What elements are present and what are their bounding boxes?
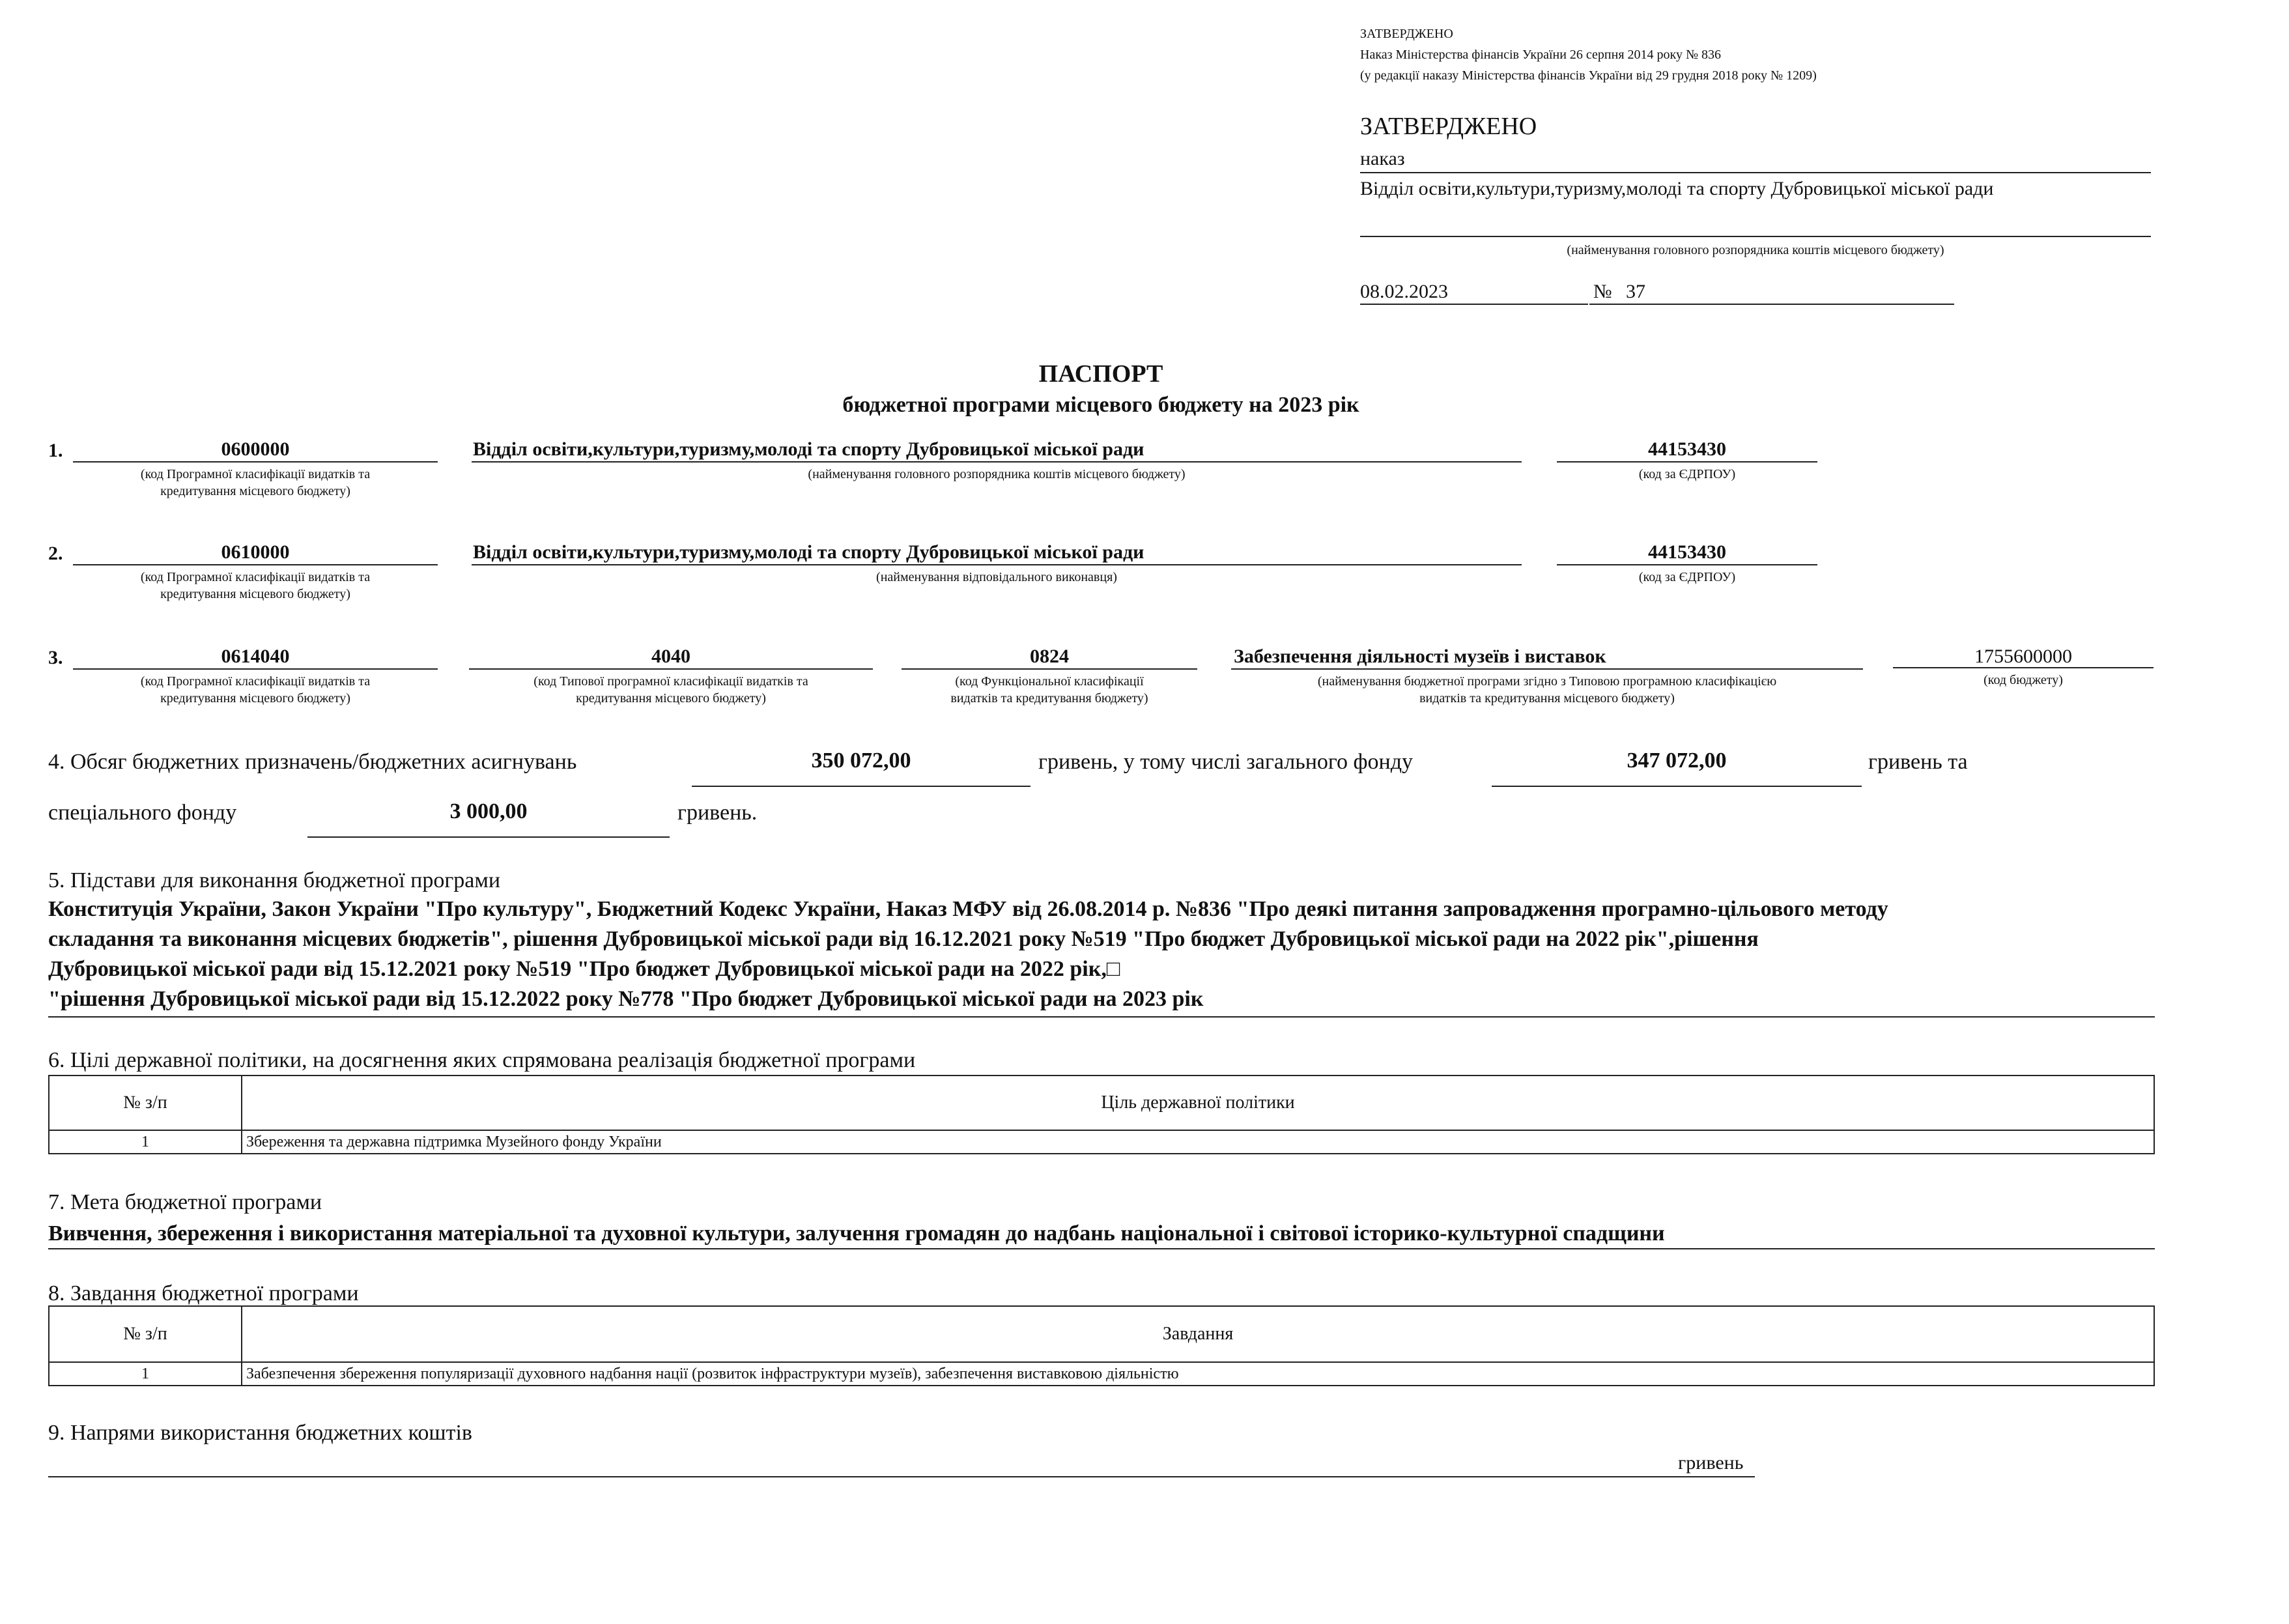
row2-edrpou-caption: (код за ЄДРПОУ) [1638,570,1736,584]
s5-basis-line-2: складання та виконання місцевих бюджетів", рішення Дубровицької міської ради від 16.12.2021 року №519 "Про бюджет Дубровицької міської ради на 2022 рік",рішення [48,927,1759,951]
s5-title: 5. Підстави для виконання бюджетної програми [48,868,501,892]
s8-col-task: Завдання [242,1306,2154,1362]
s4-special-label: спеціального фонду [48,801,237,825]
row3-code-caption-2: кредитування місцевого бюджету) [160,691,350,705]
row3-functional-caption-1: (код Функціональної класифікації [955,674,1144,689]
order-reference-line2: (у редакції наказу Міністерства фінансів України від 29 грудня 2018 року № 1209) [1360,68,1817,83]
s6-col-number: № з/п [49,1076,242,1130]
s4-label: 4. Обсяг бюджетних призначень/бюджетних асигнувань [48,750,577,774]
s4-mid-text: гривень, у тому числі загального фонду [1038,750,1414,774]
approved-small-label: ЗАТВЕРДЖЕНО [1360,27,1453,41]
order-word: наказ [1360,148,1405,169]
s8-row-task: Забезпечення збереження популяризації духовного надбання нації (розвиток інфраструктури музеїв), забезпечення виставковою діяльністю [242,1362,2154,1386]
row2-code-caption-1: (код Програмної класифікації видатків та [140,570,371,584]
document-title: ПАСПОРТ [1038,360,1163,388]
s7-title: 7. Мета бюджетної програми [48,1190,322,1214]
s4-general-fund-amount: 347 072,00 [1627,748,1727,773]
row1-manager-name: Відділ освіти,культури,туризму,молоді та спорту Дубровицької міської ради [473,438,1144,460]
row3-budget-caption: (код бюджету) [1983,673,2063,687]
s6-row-number: 1 [49,1130,242,1154]
s6-goals-table [48,1075,2155,1154]
row3-code-caption-1: (код Програмної класифікації видатків та [140,674,371,689]
approving-organization: Відділ освіти,культури,туризму,молоді та спорту Дубровицької міської ради [1360,178,1994,199]
row3-functional-code: 0824 [1030,646,1069,667]
row3-program-code: 0614040 [221,646,290,667]
s9-unit: гривень [1678,1452,1744,1474]
approval-number: 37 [1626,281,1645,302]
row2-executor-name: Відділ освіти,культури,туризму,молоді та спорту Дубровицької міської ради [473,541,1144,563]
s7-purpose-text: Вивчення, збереження і використання матеріальної та духовної культури, залучення громадян до надбань національної і світової історико-культурної спадщини [48,1221,1665,1246]
s8-col-number: № з/п [49,1306,242,1362]
approval-date: 08.02.2023 [1360,281,1448,302]
s5-basis-line-4: "рішення Дубровицької міської ради від 15.12.2022 року №778 "Про бюджет Дубровицької міської ради на 2023 рік [48,987,1204,1011]
row3-name-caption-2: видатків та кредитування місцевого бюджету) [1419,691,1675,705]
row2-code-caption-2: кредитування місцевого бюджету) [160,587,350,601]
row3-typical-code: 4040 [651,646,690,667]
s6-title: 6. Цілі державної політики, на досягнення яких спрямована реалізація бюджетної програми [48,1048,916,1072]
approval-number-label: № [1593,281,1612,302]
row1-number: 1. [48,440,63,461]
row2-name-caption: (найменування відповідального виконавця) [876,570,1117,584]
s4-special-end: гривень. [677,801,758,825]
s6-col-goal: Ціль державної політики [242,1076,2154,1130]
row1-name-caption: (найменування головного розпорядника коштів місцевого бюджету) [808,467,1186,481]
approved-large-label: ЗАТВЕРДЖЕНО [1360,113,1537,140]
row3-name-caption-1: (найменування бюджетної програми згідно з Типовою програмною класифікацією [1317,674,1777,689]
row3-program-name: Забезпечення діяльності музеїв і виставок [1234,646,1606,667]
row1-code-caption-2: кредитування місцевого бюджету) [160,484,350,498]
row3-typical-caption-2: кредитування місцевого бюджету) [576,691,766,705]
s8-row-number: 1 [49,1362,242,1386]
s6-row-goal: Збереження та державна підтримка Музейного фонду України [242,1130,2154,1154]
s5-basis-line-3: Дубровицької міської ради від 15.12.2021 року №519 "Про бюджет Дубровицької міської ради на 2022 рік,□ [48,957,1120,981]
organization-caption: (найменування головного розпорядника коштів місцевого бюджету) [1567,243,1944,257]
s4-end-text: гривень та [1868,750,1968,774]
row2-program-code: 0610000 [221,541,290,563]
s5-basis-line-1: Конституція України, Закон України "Про культуру", Бюджетний Кодекс України, Наказ МФУ від 26.08.2014 р. №836 "Про деякі питання запровадження програмно-цільового методу [48,897,1888,921]
row1-edrpou-caption: (код за ЄДРПОУ) [1638,467,1736,481]
row3-typical-caption-1: (код Типової програмної класифікації видатків та [533,674,808,689]
row1-code-caption-1: (код Програмної класифікації видатків та [140,467,371,481]
row3-functional-caption-2: видатків та кредитування бюджету) [950,691,1148,705]
table-row [49,1130,2154,1154]
row3-budget-code: 1755600000 [1974,646,2072,667]
s9-title: 9. Напрями використання бюджетних коштів [48,1421,472,1445]
s8-title: 8. Завдання бюджетної програми [48,1281,359,1305]
row2-number: 2. [48,543,63,564]
s4-special-fund-amount: 3 000,00 [449,799,528,823]
s8-tasks-table [48,1305,2155,1386]
document-subtitle: бюджетної програми місцевого бюджету на 2023 рік [842,393,1359,417]
row1-edrpou-code: 44153430 [1648,438,1726,460]
table-row [49,1362,2154,1386]
s4-total-amount: 350 072,00 [811,748,911,773]
order-reference-line1: Наказ Міністерства фінансів України 26 серпня 2014 року № 836 [1360,48,1722,62]
row2-edrpou-code: 44153430 [1648,541,1726,563]
row1-program-code: 0600000 [221,438,290,460]
row3-number: 3. [48,647,63,668]
